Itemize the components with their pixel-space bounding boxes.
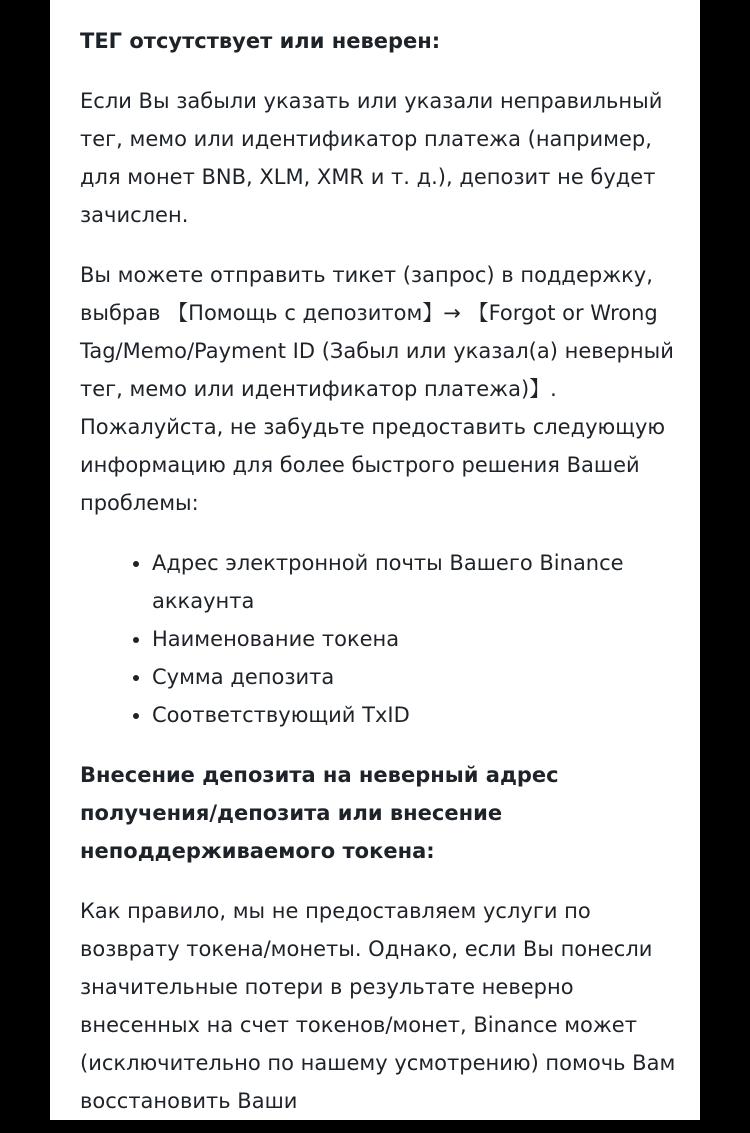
section-heading-missing-tag: ТЕГ отсутствует или неверен: xyxy=(80,29,441,53)
paragraph-missing-tag-info: Если Вы забыли указать или указали неправильный тег, мемо или идентификатор платежа (например, для монет BNB, XLM, XMR и т. д.), депозит не будет зачислен. xyxy=(80,89,663,227)
list-item: • Наименование токена xyxy=(152,620,680,658)
required-info-list xyxy=(80,544,680,734)
article-content xyxy=(80,22,680,1120)
list-item: • Адрес электронной почты Вашего Binance аккаунта xyxy=(152,544,680,620)
list-item: • Соответствующий TxID xyxy=(152,696,680,734)
article-page xyxy=(50,0,700,1120)
list-item: • Сумма депозита xyxy=(152,658,680,696)
paragraph-refund-policy: Как правило, мы не предоставляем услуги по возврату токена/монеты. Однако, если Вы понесли значительные потери в результате неверно внесенных на счет токенов/монет, Binance может (исключительно по нашему усмотрению) помочь Вам восстановить Ваши xyxy=(80,899,676,1113)
section-heading-wrong-address: Внесение депозита на неверный адрес получения/депозита или внесение неподдерживаемого токена: xyxy=(80,763,559,863)
paragraph-support-ticket: Вы можете отправить тикет (запрос) в поддержку, выбрав 【Помощь с депозитом】→ 【Forgot or Wrong Tag/Memo/Payment ID (Забыл или указал(а) неверный тег, мемо или идентификатор платежа)】. Пожалуйста, не забудьте предоставить следующую информацию для более быстрого решения Вашей проблемы: xyxy=(80,263,674,515)
